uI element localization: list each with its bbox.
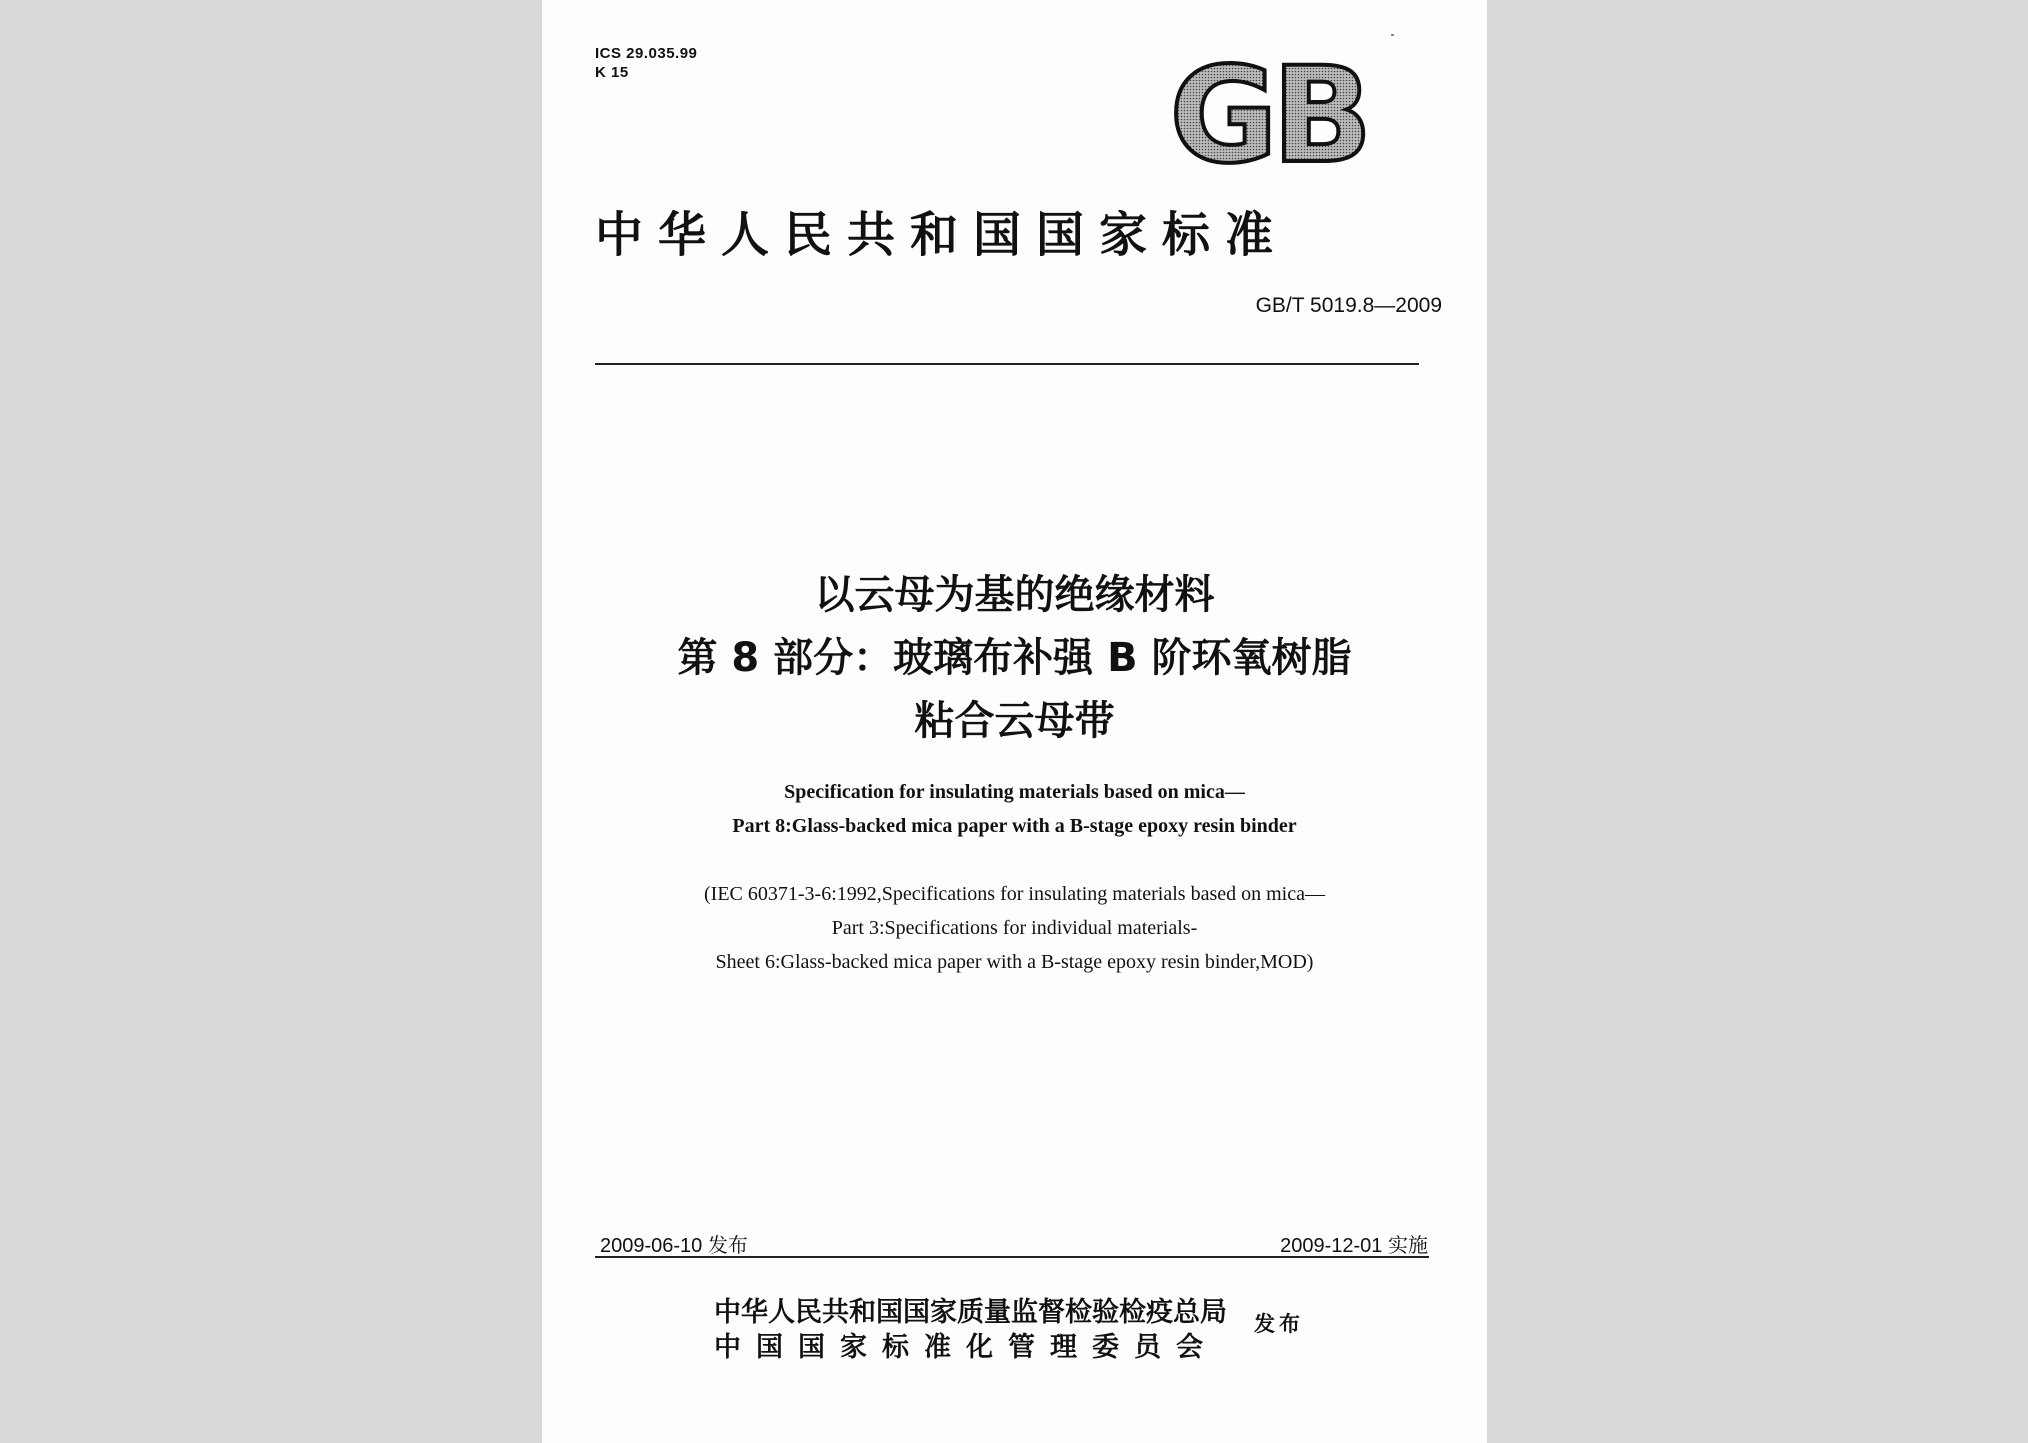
adoption-line-1: (IEC 60371-3-6:1992,Specifications for insulating materials based on mica—: [704, 883, 1325, 905]
ics-code: ICS 29.035.99: [595, 45, 698, 62]
gb-logo-text: GB: [1169, 55, 1367, 173]
top-divider: [595, 363, 1419, 365]
document-page: [542, 0, 1487, 1443]
publish-label: 发布: [1254, 1312, 1304, 1336]
classification-codes: [595, 44, 697, 82]
gb-logo: [1162, 55, 1374, 173]
standard-number: GB/T 5019.8—2009: [1255, 294, 1442, 317]
scan-speck: [1391, 34, 1394, 36]
effective-date: 2009-12-01 实施: [1280, 1235, 1428, 1257]
issuer-line-1: 中华人民共和国国家质量监督检验检疫总局: [714, 1297, 1227, 1328]
bottom-divider: [595, 1256, 1429, 1258]
issue-date: 2009-06-10 发布: [600, 1235, 748, 1257]
issuer-line-2: 中国国家标准化管理委员会: [714, 1332, 1218, 1363]
adoption-line-2: Part 3:Specifications for individual materials-: [831, 917, 1198, 939]
en-title-line-2: Part 8:Glass-backed mica paper with a B-stage epoxy resin binder: [732, 815, 1297, 837]
en-title-line-1: Specification for insulating materials based on mica—: [784, 781, 1245, 803]
zh-title-line-2: 第 8 部分：玻璃布补强 B 阶环氧树脂: [677, 635, 1352, 681]
ccs-code: K 15: [595, 64, 629, 81]
zh-title-line-3: 粘合云母带: [914, 698, 1115, 744]
adoption-line-3: Sheet 6:Glass-backed mica paper with a B-stage epoxy resin binder,MOD): [715, 951, 1314, 973]
national-standard-title: 中华人民共和国国家标准: [595, 207, 1289, 263]
zh-title-line-1: 以云母为基的绝缘材料: [814, 572, 1215, 618]
